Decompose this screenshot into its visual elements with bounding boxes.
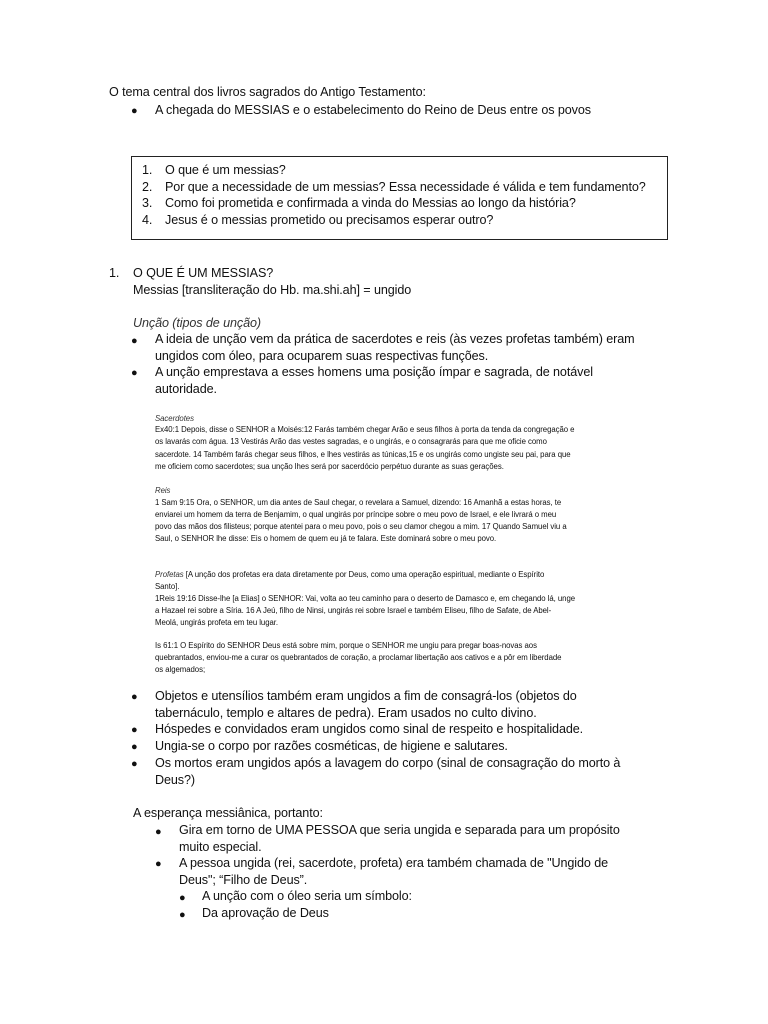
- section-number: 1.: [109, 266, 120, 280]
- bullet-line: Gira em torno de UMA PESSOA que seria ungida e separada para um propósito: [179, 823, 620, 837]
- quote-line: Is 61:1 O Espírito do SENHOR Deus está sobre mim, porque o SENHOR me ungiu para pregar boas-novas aos: [155, 641, 537, 650]
- quote-line: os algemados;: [155, 665, 206, 674]
- bullet-line: Objetos e utensílios também eram ungidos a fim de consagrá-los (objetos do: [155, 689, 577, 703]
- bullet-line: ungidos com óleo, para ocuparem suas respectivas funções.: [155, 349, 489, 363]
- quote-line: me oficiem como sacerdotes; sua unção lhes será por sacerdócio perpétuo durante as suas gerações.: [155, 462, 504, 471]
- bullet-line: Hóspedes e convidados eram ungidos como sinal de respeito e hospitalidade.: [155, 722, 584, 736]
- bullet-line: Os mortos eram ungidos após a lavagem do corpo (sinal de consagração do morto à: [155, 756, 621, 770]
- uncao-subheading: Unção (tipos de unção): [133, 316, 262, 330]
- sub-bullet-line: A unção com o óleo seria um símbolo:: [202, 889, 412, 903]
- bullet-marker: ●: [131, 758, 138, 770]
- quote-line: Ex40:1 Depois, disse o SENHOR a Moisés:12 Farás também chegar Arão e seus filhos à porta da tenda da congregação e: [155, 425, 575, 434]
- profetas-label: Profetas: [155, 570, 184, 579]
- quote-line: 1 Sam 9:15 Ora, o SENHOR, um dia antes de Saul chegar, o revelara a Samuel, dizendo: 16 Amanhã a estas horas, te: [155, 498, 562, 507]
- bullet-line: muito especial.: [179, 840, 262, 854]
- quote-line: a Hazael rei sobre a Síria. 16 A Jeú, filho de Ninsi, ungirás rei sobre Israel e também Eliseu, filho de Safate, de Abel-: [155, 606, 552, 615]
- quote-line: os lavarás com água. 13 Vestirás Arão das vestes sagradas, e o ungirás, e o consagrarás para que me oficie como: [155, 437, 547, 446]
- quote-line: enviarei um homem da terra de Benjamim, o qual ungirás por príncipe sobre o meu povo de Israel, e ele livrará o meu: [155, 510, 557, 519]
- bullet-marker: ●: [179, 909, 186, 921]
- profetas-intro: [A unção dos profetas era data diretamente por Deus, como uma operação espiritual, mediante o Espírito: [183, 570, 545, 579]
- quote-line: sacerdote. 14 Também farás chegar seus filhos, e lhes vestirás as túnicas,15 e os ungirás como ungiste seu pai, para que: [155, 450, 571, 459]
- bullet-marker: ●: [155, 826, 162, 838]
- sub-bullet-line: Da aprovação de Deus: [202, 906, 329, 920]
- sacerdotes-label: Sacerdotes: [155, 414, 194, 423]
- bullet-marker: ●: [131, 367, 138, 379]
- quote-line: Saul, o SENHOR lhe disse: Eis o homem de quem eu já te falara. Este dominará sobre o meu povo.: [155, 534, 497, 543]
- messias-definition: Messias [transliteração do Hb. ma.shi.ah] = ungido: [133, 283, 412, 297]
- reis-label: Reis: [155, 486, 171, 495]
- quote-line: povo das mãos dos filisteus; porque atentei para o meu povo, pois o seu clamor chegou a mim. 17 Quando Samuel viu a: [155, 522, 567, 531]
- bullet-line: tabernáculo, templo e altares de pedra). Eram usados no culto divino.: [155, 706, 537, 720]
- question-number: 4.: [142, 213, 153, 227]
- bullet-line: A ideia de unção vem da prática de sacerdotes e reis (às vezes profetas também) eram: [155, 332, 635, 346]
- question-text: O que é um messias?: [165, 163, 286, 177]
- profetas-first-line: [155, 570, 544, 579]
- bullet-marker: ●: [131, 691, 138, 703]
- intro-bullet: A chegada do MESSIAS e o estabelecimento do Reino de Deus entre os povos: [155, 103, 591, 117]
- bullet-line: autoridade.: [155, 382, 217, 396]
- bullet-marker: ●: [155, 858, 162, 870]
- quote-line: quebrantados, enviou-me a curar os quebrantados de coração, a proclamar libertação aos cativos e a pôr em liberdade: [155, 653, 562, 662]
- question-text: Jesus é o messias prometido ou precisamos esperar outro?: [165, 213, 494, 227]
- bullet-line: Deus"; “Filho de Deus”.: [179, 873, 308, 887]
- bullet-marker: ●: [131, 724, 138, 736]
- bullet-marker: ●: [131, 335, 138, 347]
- intro-heading: O tema central dos livros sagrados do Antigo Testamento:: [109, 85, 426, 99]
- bullet-line: A pessoa ungida (rei, sacerdote, profeta) era também chamada de "Ungido de: [179, 856, 609, 870]
- question-number: 1.: [142, 163, 153, 177]
- quote-line: 1Reis 19:16 Disse-lhe [a Elias] o SENHOR: Vai, volta ao teu caminho para o deserto de Damasco e, em chegando lá, unge: [155, 594, 576, 603]
- bullet-marker: ●: [179, 892, 186, 904]
- question-number: 3.: [142, 196, 153, 210]
- bullet-marker: ●: [131, 741, 138, 753]
- bullet-marker: ●: [131, 105, 138, 117]
- bullet-line: Deus?): [155, 773, 195, 787]
- section-title: O QUE É UM MESSIAS?: [133, 266, 274, 280]
- esperanca-heading: A esperança messiânica, portanto:: [133, 806, 323, 820]
- question-number: 2.: [142, 180, 153, 194]
- bullet-line: Ungia-se o corpo por razões cosméticas, de higiene e salutares.: [155, 739, 508, 753]
- quote-line: Meolá, ungirás profeta em teu lugar.: [155, 618, 279, 627]
- bullet-line: A unção emprestava a esses homens uma posição ímpar e sagrada, de notável: [155, 365, 593, 379]
- question-text: Como foi prometida e confirmada a vinda do Messias ao longo da história?: [165, 196, 576, 210]
- question-text: Por que a necessidade de um messias? Essa necessidade é válida e tem fundamento?: [165, 180, 646, 194]
- quote-line: Santo].: [155, 582, 180, 591]
